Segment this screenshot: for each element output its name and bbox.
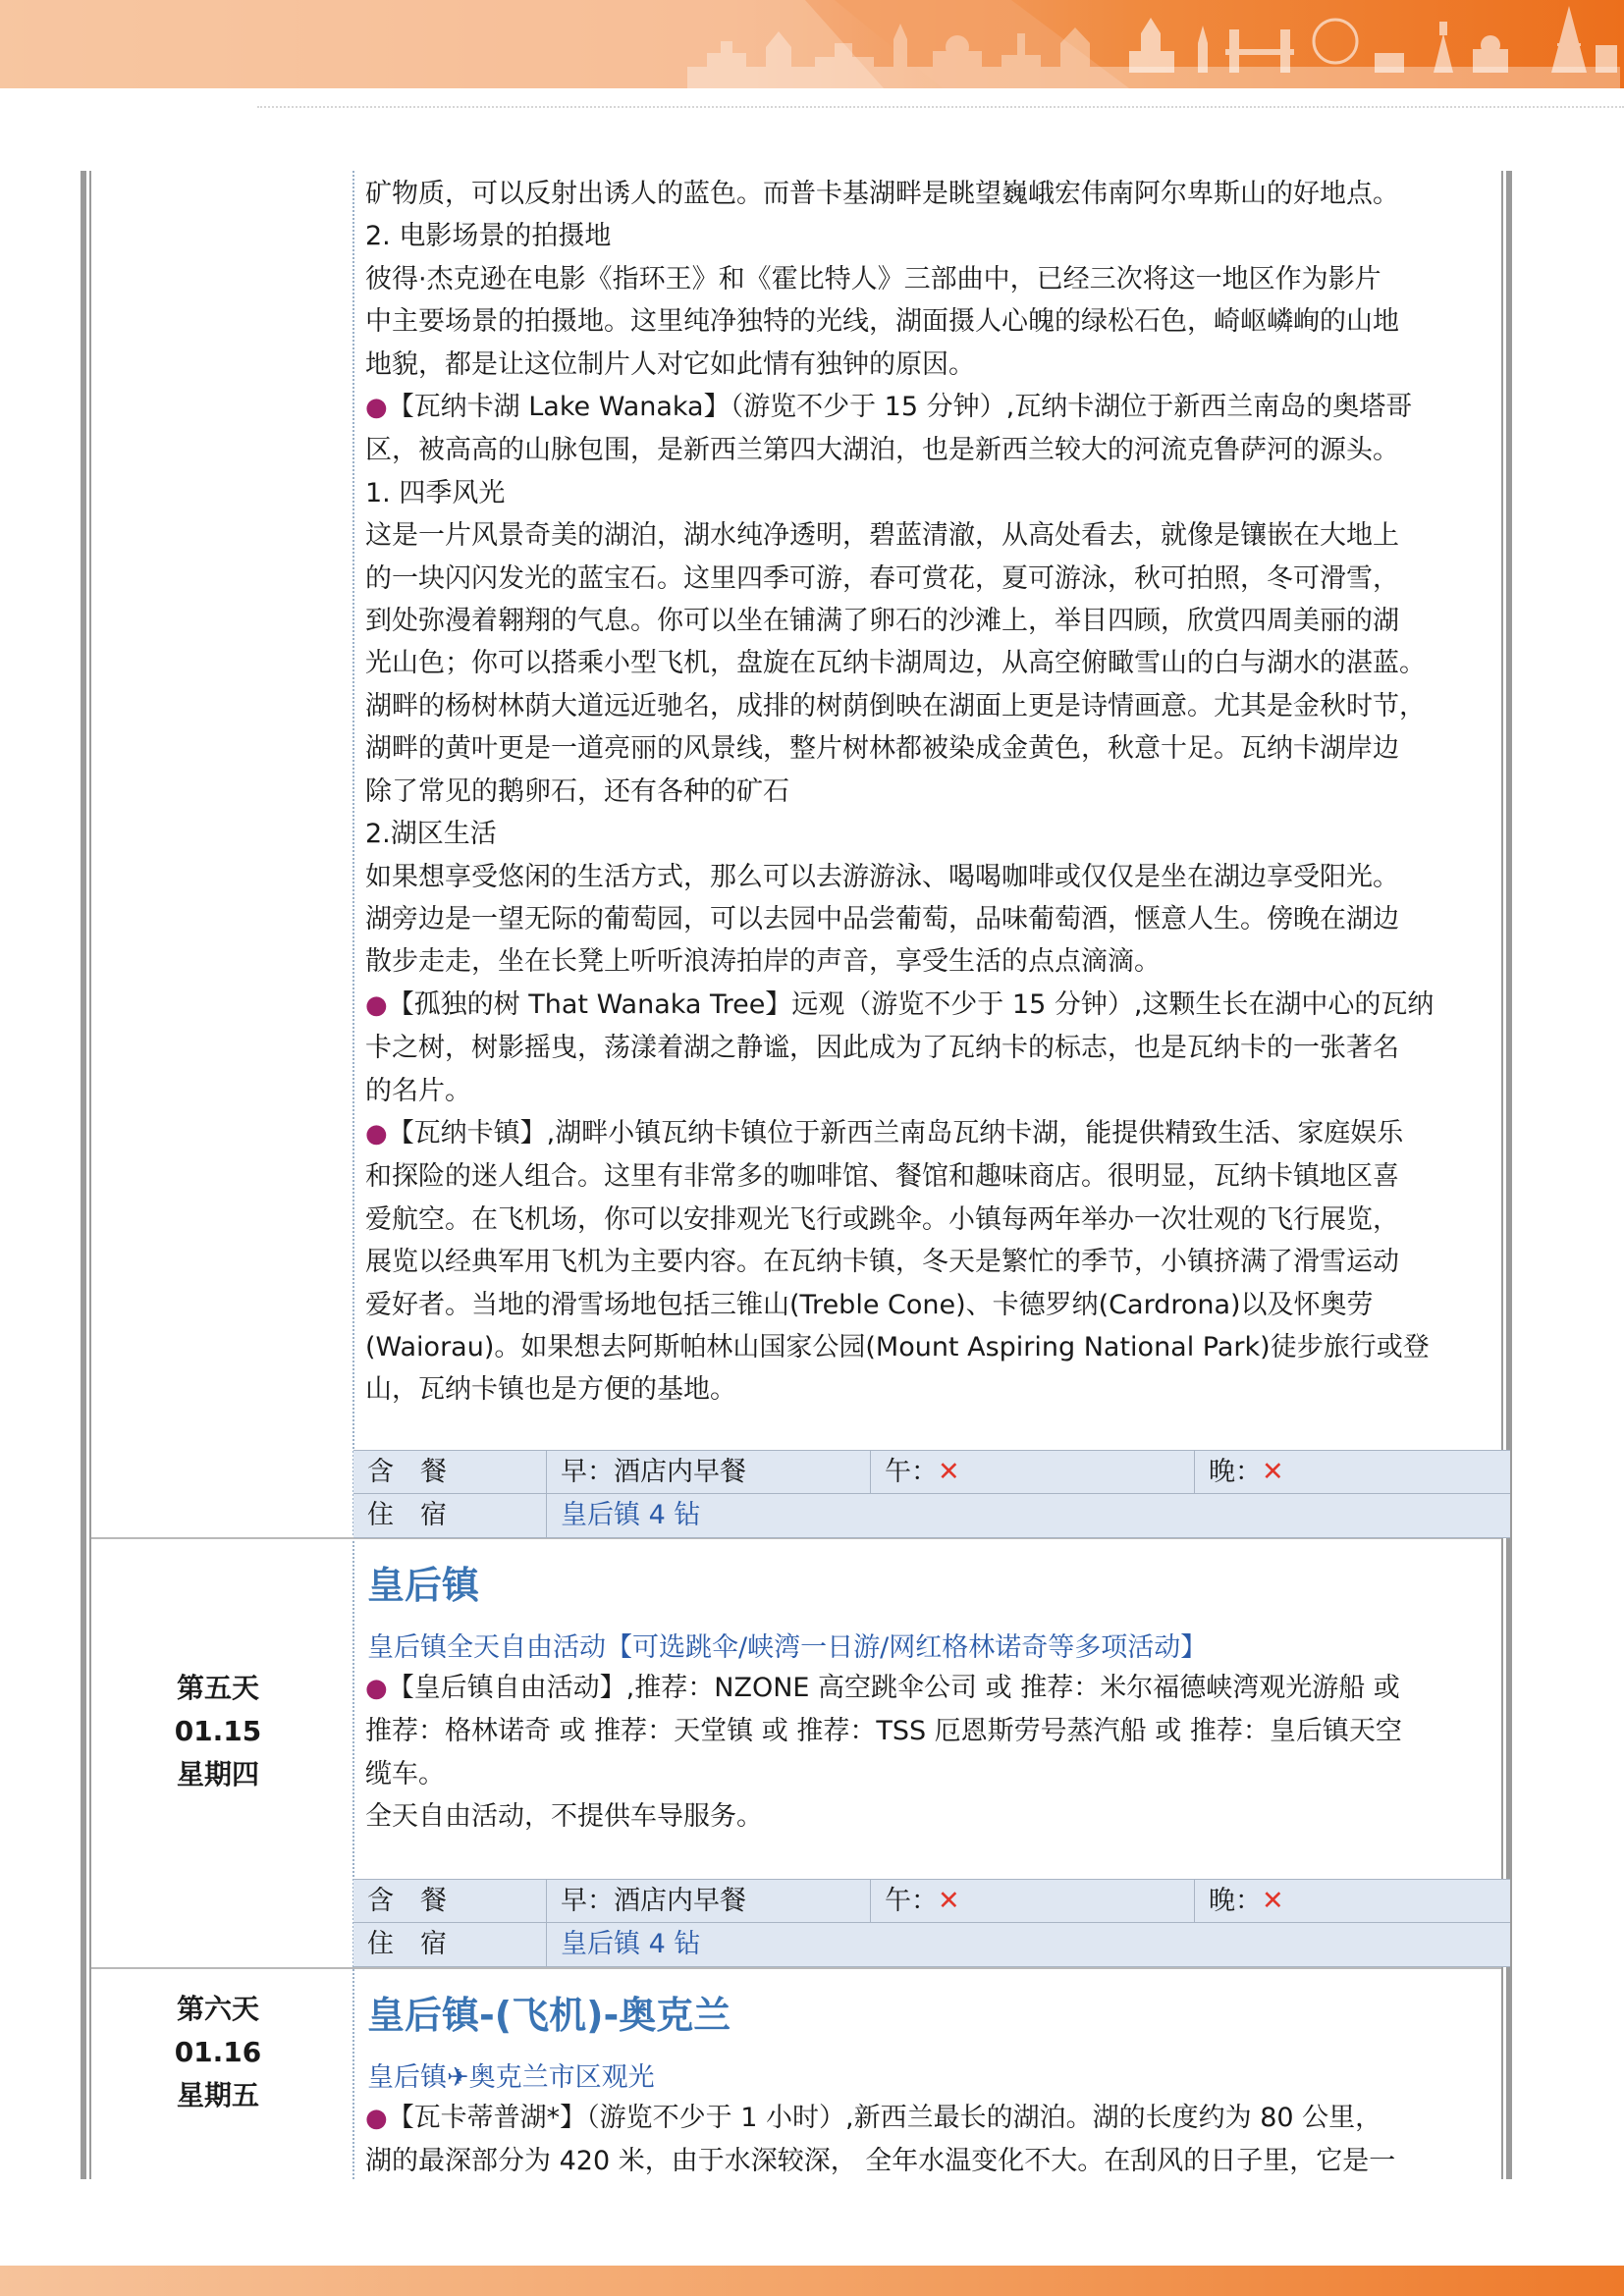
text-line: 到处弥漫着翱翔的气息。你可以坐在铺满了卵石的沙滩上，举目四顾，欣赏四周美丽的湖 xyxy=(365,606,1399,637)
day5-description xyxy=(365,1667,1504,1839)
text-line: 区，被高高的山脉包围，是新西兰第四大湖泊，也是新西兰较大的河流克鲁萨河的源头。 xyxy=(365,435,1399,466)
text-line: 卡之树，树影摇曳，荡漾着湖之静谧，因此成为了瓦纳卡的标志，也是瓦纳卡的一张著名 xyxy=(365,1033,1399,1064)
text-line: 这是一片风景奇美的湖泊，湖水纯净透明，碧蓝清澈，从高处看去，就像是镶嵌在大地上 xyxy=(365,520,1399,552)
table-border-left xyxy=(81,171,86,2179)
text-line: 湖旁边是一望无际的葡萄园，可以去园中品尝葡萄，品味葡萄酒，惬意人生。傍晚在湖边 xyxy=(365,903,1399,934)
text-line: 湖畔的杨树林荫大道远近驰名，成排的树荫倒映在湖面上更是诗情画意。尤其是金秋时节， xyxy=(365,690,1426,721)
header-divider xyxy=(257,106,1624,108)
text-line: 如果想享受悠闲的生活方式，那么可以去游游泳、喝喝咖啡或仅仅是坐在湖边享受阳光。 xyxy=(365,861,1399,892)
text-line: 山，瓦纳卡镇也是方便的基地。 xyxy=(365,1374,736,1406)
text-line: ●【瓦纳卡镇】,湖畔小镇瓦纳卡镇位于新西兰南岛瓦纳卡湖，能提供精致生活、家庭娱乐 xyxy=(365,1117,1404,1148)
lodging-label: 住 宿 xyxy=(367,1500,447,1530)
footer-band xyxy=(0,2266,1624,2296)
bullet-icon: ● xyxy=(365,1118,388,1148)
bullet-icon: ● xyxy=(365,393,388,423)
lodging-value: 皇后镇 4 钻 xyxy=(546,1494,1510,1537)
day6-subtitle: 皇后镇✈奥克兰市区观光 xyxy=(367,2062,655,2093)
day-weekday: 星期五 xyxy=(176,2079,259,2111)
text-line: 彼得·杰克逊在电影《指环王》和《霍比特人》三部曲中，已经三次将这一地区作为影片 xyxy=(365,263,1381,294)
day6-description xyxy=(365,2097,1504,2183)
text-line: 和探险的迷人组合。这里有非常多的咖啡馆、餐馆和趣味商店。很明显，瓦纳卡镇地区喜 xyxy=(365,1161,1399,1193)
text-line: ●【瓦卡蒂普湖*】（游览不少于 1 小时）,新西兰最长的湖泊。湖的长度约为 80 公里， xyxy=(365,2103,1382,2133)
table-border-left-inner xyxy=(89,171,91,2179)
bullet-icon: ● xyxy=(365,989,388,1020)
text-line: 2. 电影场景的拍摄地 xyxy=(365,221,612,252)
text-line: 2.湖区生活 xyxy=(365,819,497,850)
text-line: 展览以经典军用飞机为主要内容。在瓦纳卡镇，冬天是繁忙的季节，小镇挤满了滑雪运动 xyxy=(365,1247,1399,1278)
cross-icon: ✕ xyxy=(938,1457,960,1487)
text-line: 全天自由活动，不提供车导服务。 xyxy=(365,1801,763,1833)
text-line: 爱航空。在飞机场，你可以安排观光飞行或跳伞。小镇每两年举办一次壮观的飞行展览， xyxy=(365,1203,1399,1235)
text-line: 湖的最深部分为 420 米，由于水深较深， 全年水温变化不大。在刮风的日子里，它是一 xyxy=(365,2146,1396,2177)
meals-label: 含 餐 xyxy=(367,1886,447,1916)
header-band xyxy=(0,0,1624,88)
text-line: 除了常见的鹅卵石，还有各种的矿石 xyxy=(365,775,789,807)
lodging-row xyxy=(353,1493,1510,1538)
text-line: ●【孤独的树 That Wanaka Tree】远观（游览不少于 15 分钟）,这颗生长在湖中心的瓦纳 xyxy=(365,988,1435,1020)
bullet-icon: ● xyxy=(365,2104,388,2133)
day-date: 01.16 xyxy=(174,2036,262,2068)
day6-title: 皇后镇-(飞机)-奥克兰 xyxy=(367,1994,731,2037)
text-line: 光山色；你可以搭乘小型飞机，盘旋在瓦纳卡湖周边，从高空俯瞰雪山的白与湖水的湛蓝。 xyxy=(365,648,1426,679)
lunch-cell: 午：✕ xyxy=(870,1880,1194,1923)
text-line: 缆车。 xyxy=(365,1758,445,1789)
text-line: ●【瓦纳卡湖 Lake Wanaka】（游览不少于 15 分钟）,瓦纳卡湖位于新西兰南岛的奥塔哥 xyxy=(365,392,1413,423)
day-weekday: 星期四 xyxy=(176,1758,259,1790)
text-line: 中主要场景的拍摄地。这里纯净独特的光线，湖面摄人心魄的绿松石色，崎岖嶙峋的山地 xyxy=(365,306,1399,338)
lodging-value: 皇后镇 4 钻 xyxy=(546,1923,1510,1966)
breakfast-cell: 早：酒店内早餐 xyxy=(546,1451,870,1494)
meals-row xyxy=(353,1879,1510,1924)
day-number: 第六天 xyxy=(176,1993,259,2025)
city-skyline-icon xyxy=(687,4,1620,88)
row-divider xyxy=(91,1967,1501,1969)
text-line: 矿物质，可以反射出诱人的蓝色。而普卡基湖畔是眺望巍峨宏伟南阿尔卑斯山的好地点。 xyxy=(365,179,1399,209)
bullet-icon: ● xyxy=(365,1674,388,1703)
dinner-cell: 晚：✕ xyxy=(1194,1880,1510,1923)
text-line: 的一块闪闪发光的蓝宝石。这里四季可游，春可赏花，夏可游泳，秋可拍照，冬可滑雪， xyxy=(365,562,1399,594)
text-line: 湖畔的黄叶更是一道亮丽的风景线，整片树林都被染成金黄色，秋意十足。瓦纳卡湖岸边 xyxy=(365,733,1399,765)
text-line: 推荐：格林诺奇 或 推荐：天堂镇 或 推荐：TSS 厄恩斯劳号蒸汽船 或 推荐：皇后镇天空 xyxy=(365,1716,1402,1747)
day5-title: 皇后镇 xyxy=(367,1564,480,1607)
meals-label: 含 餐 xyxy=(367,1457,447,1487)
lodging-label: 住 宿 xyxy=(367,1929,447,1959)
text-line: 爱好者。当地的滑雪场地包括三锥山(Treble Cone)、卡德罗纳(Cardrona)以及怀奥劳 xyxy=(365,1289,1374,1320)
text-line: (Waiorau)。如果想去阿斯帕林山国家公园(Mount Aspiring National Park)徒步旅行或登 xyxy=(365,1331,1430,1362)
text-line: 的名片。 xyxy=(365,1075,471,1106)
cross-icon: ✕ xyxy=(1262,1886,1284,1916)
lunch-cell: 午：✕ xyxy=(870,1451,1194,1494)
day-date: 01.15 xyxy=(174,1715,262,1747)
dinner-cell: 晚：✕ xyxy=(1194,1451,1510,1494)
day4-description xyxy=(365,173,1504,1412)
text-line: 地貌，都是让这位制片人对它如此情有独钟的原因。 xyxy=(365,348,975,380)
day5-label xyxy=(108,1667,328,1796)
cross-icon: ✕ xyxy=(938,1886,960,1916)
text-line: 1. 四季风光 xyxy=(365,477,506,508)
lodging-row xyxy=(353,1922,1510,1967)
meals-row xyxy=(353,1450,1510,1495)
cross-icon: ✕ xyxy=(1262,1457,1284,1487)
day6-label xyxy=(108,1988,328,2117)
day-number: 第五天 xyxy=(176,1672,259,1704)
text-line: 散步走走，坐在长凳上听听浪涛拍岸的声音，享受生活的点点滴滴。 xyxy=(365,946,1161,978)
breakfast-cell: 早：酒店内早餐 xyxy=(546,1880,870,1923)
day5-subtitle: 皇后镇全天自由活动【可选跳伞/峡湾一日游/网红格林诺奇等多项活动】 xyxy=(367,1632,1208,1663)
text-line: ●【皇后镇自由活动】,推荐：NZONE 高空跳伞公司 或 推荐：米尔福德峡湾观光游船 或 xyxy=(365,1673,1400,1703)
